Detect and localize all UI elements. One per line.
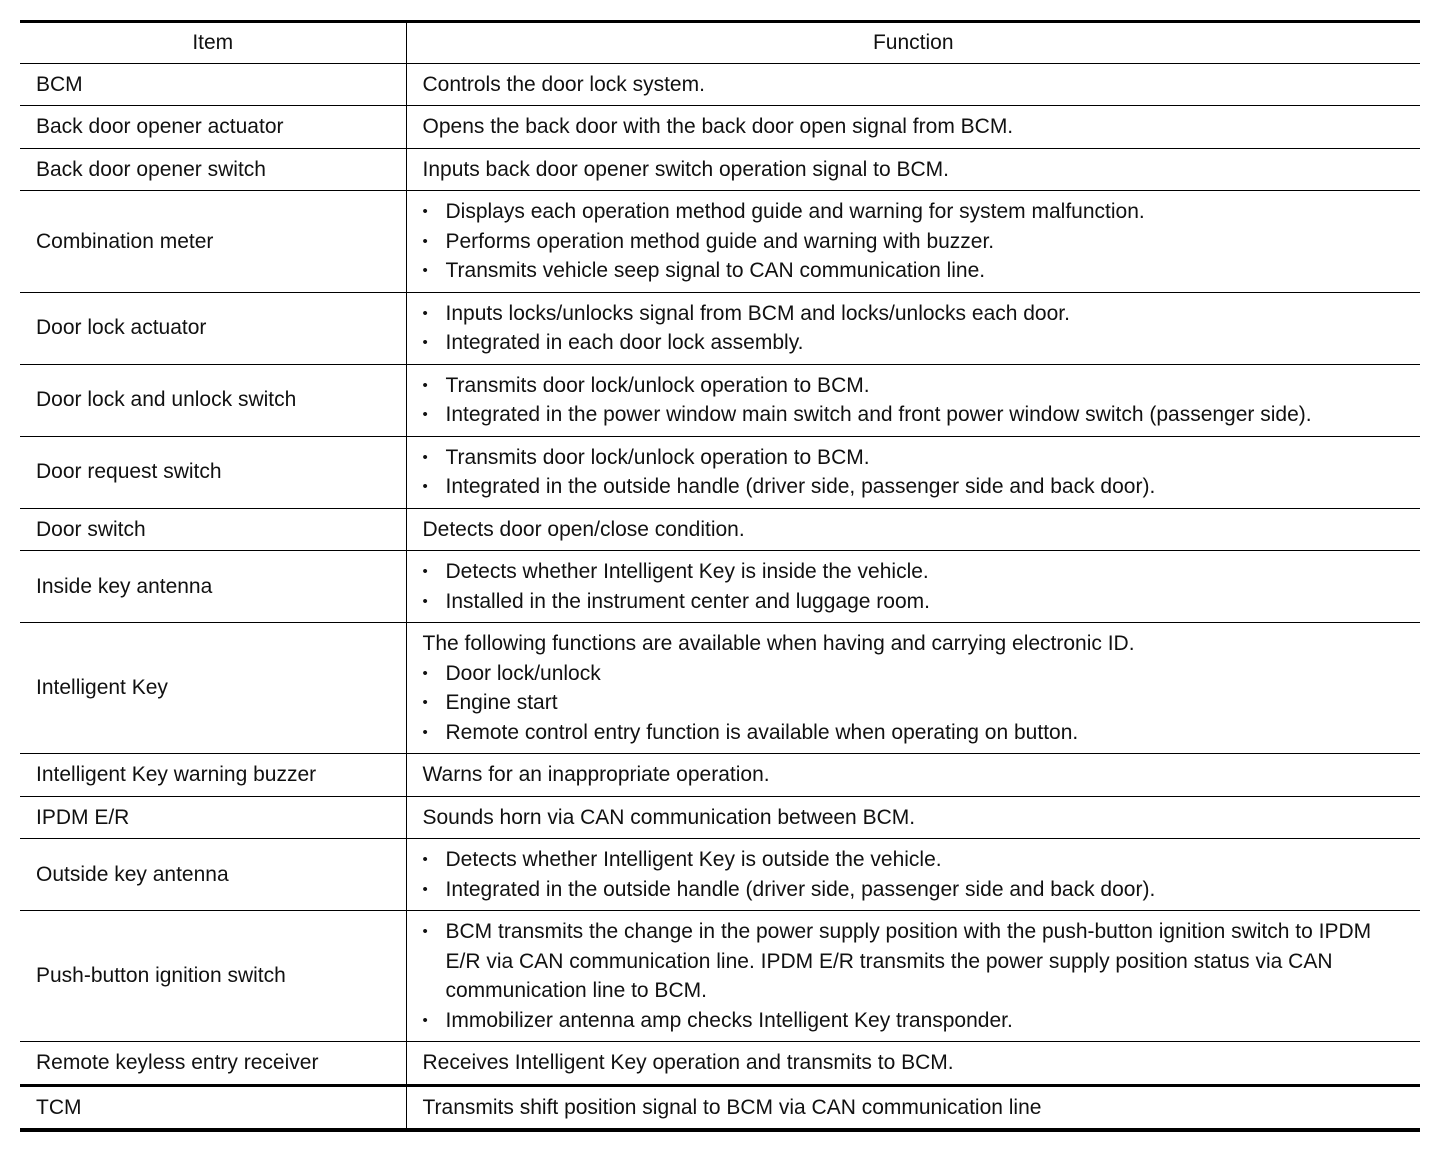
component-function-table <box>20 20 1420 1132</box>
table-row <box>20 508 1420 551</box>
item-cell: Inside key antenna <box>20 551 406 623</box>
item-cell: Door lock and unlock switch <box>20 364 406 436</box>
header-row <box>20 22 1420 64</box>
function-text: Sounds horn via CAN communication between BCM. <box>422 805 916 829</box>
function-cell <box>406 191 1420 293</box>
item-cell: Remote keyless entry receiver <box>20 1042 406 1086</box>
column-header-item: Item <box>20 22 406 64</box>
table-row <box>20 754 1420 797</box>
item-cell: Intelligent Key warning buzzer <box>20 754 406 797</box>
function-bullet-item: • Remote control entry function is available when operating on button. <box>423 718 1411 748</box>
function-bullet-item: • Displays each operation method guide and warning for system malfunction. <box>423 197 1411 227</box>
table-row <box>20 191 1420 293</box>
function-bullet-item: • Performs operation method guide and warning with buzzer. <box>423 227 1411 257</box>
function-cell <box>406 63 1420 106</box>
function-bullet-item: • Detects whether Intelligent Key is inside the vehicle. <box>423 557 1411 587</box>
function-bullet-item: • Immobilizer antenna amp checks Intelligent Key transponder. <box>423 1006 1411 1036</box>
function-bullet-item: • Integrated in the outside handle (driver side, passenger side and back door). <box>423 472 1411 502</box>
table-row <box>20 148 1420 191</box>
table-row <box>20 106 1420 149</box>
function-cell <box>406 508 1420 551</box>
table-row <box>20 1042 1420 1086</box>
table-row <box>20 796 1420 839</box>
item-cell: Door switch <box>20 508 406 551</box>
function-bullet-list <box>423 197 1411 286</box>
function-bullet-list <box>423 299 1411 358</box>
function-bullet-item: • Transmits door lock/unlock operation to BCM. <box>423 371 1411 401</box>
function-cell <box>406 1042 1420 1086</box>
function-text: Controls the door lock system. <box>422 72 705 96</box>
item-cell: Back door opener switch <box>20 148 406 191</box>
function-bullet-list <box>423 371 1411 430</box>
item-cell: Door request switch <box>20 436 406 508</box>
item-cell: Outside key antenna <box>20 839 406 911</box>
table-row <box>20 292 1420 364</box>
item-cell: Door lock actuator <box>20 292 406 364</box>
item-cell: BCM <box>20 63 406 106</box>
function-text: Receives Intelligent Key operation and transmits to BCM. <box>422 1051 954 1074</box>
item-cell: Push-button ignition switch <box>20 911 406 1042</box>
function-bullet-item: • Engine start <box>423 688 1411 718</box>
function-cell <box>406 292 1420 364</box>
table-row <box>20 551 1420 623</box>
function-cell <box>406 148 1420 191</box>
function-bullet-item: • Transmits vehicle seep signal to CAN communication line. <box>423 256 1411 286</box>
function-text: Transmits shift position signal to BCM via CAN communication line <box>422 1095 1042 1119</box>
table-row <box>20 1085 1420 1130</box>
function-bullet-item: • Installed in the instrument center and luggage room. <box>423 587 1411 617</box>
function-cell <box>406 911 1420 1042</box>
function-bullet-list <box>423 845 1411 904</box>
function-bullet-list <box>423 557 1411 616</box>
function-bullet-item: • Integrated in each door lock assembly. <box>423 328 1411 358</box>
function-bullet-item: • BCM transmits the change in the power supply position with the push-button ignition switch to IPDM E/R via CAN communication line. IPDM E/R transmits the power supply position status via CAN communication line to BCM. <box>423 917 1411 1006</box>
table-body <box>20 63 1420 1130</box>
function-cell <box>406 839 1420 911</box>
item-cell: Combination meter <box>20 191 406 293</box>
item-cell: TCM <box>20 1085 406 1130</box>
function-bullet-item: • Inputs locks/unlocks signal from BCM and locks/unlocks each door. <box>423 299 1411 329</box>
column-header-function: Function <box>406 22 1420 64</box>
function-text: The following functions are available when having and carrying electronic ID. <box>422 632 1135 655</box>
table-row <box>20 623 1420 754</box>
function-text: Warns for an inappropriate operation. <box>422 763 770 786</box>
item-cell: IPDM E/R <box>20 796 406 839</box>
function-cell <box>406 364 1420 436</box>
function-bullet-list <box>423 659 1411 748</box>
table-row <box>20 63 1420 106</box>
function-cell <box>406 1085 1420 1130</box>
function-bullet-list <box>423 443 1411 502</box>
table-row <box>20 839 1420 911</box>
item-cell: Intelligent Key <box>20 623 406 754</box>
function-bullet-item: • Integrated in the power window main switch and front power window switch (passenger side). <box>423 400 1411 430</box>
function-cell <box>406 551 1420 623</box>
function-cell <box>406 623 1420 754</box>
function-cell <box>406 754 1420 797</box>
function-bullet-item: • Door lock/unlock <box>423 659 1411 689</box>
table-row <box>20 911 1420 1042</box>
function-text: Inputs back door opener switch operation signal to BCM. <box>422 157 949 181</box>
function-cell <box>406 796 1420 839</box>
function-bullet-item: • Transmits door lock/unlock operation to BCM. <box>423 443 1411 473</box>
function-text: Detects door open/close condition. <box>422 517 745 541</box>
function-text: Opens the back door with the back door open signal from BCM. <box>422 115 1014 138</box>
function-bullet-item: • Detects whether Intelligent Key is outside the vehicle. <box>423 845 1411 875</box>
function-cell <box>406 436 1420 508</box>
table-row <box>20 364 1420 436</box>
function-bullet-list <box>423 917 1411 1035</box>
item-cell: Back door opener actuator <box>20 106 406 149</box>
function-cell <box>406 106 1420 149</box>
table-row <box>20 436 1420 508</box>
function-bullet-item: • Integrated in the outside handle (driver side, passenger side and back door). <box>423 875 1411 905</box>
